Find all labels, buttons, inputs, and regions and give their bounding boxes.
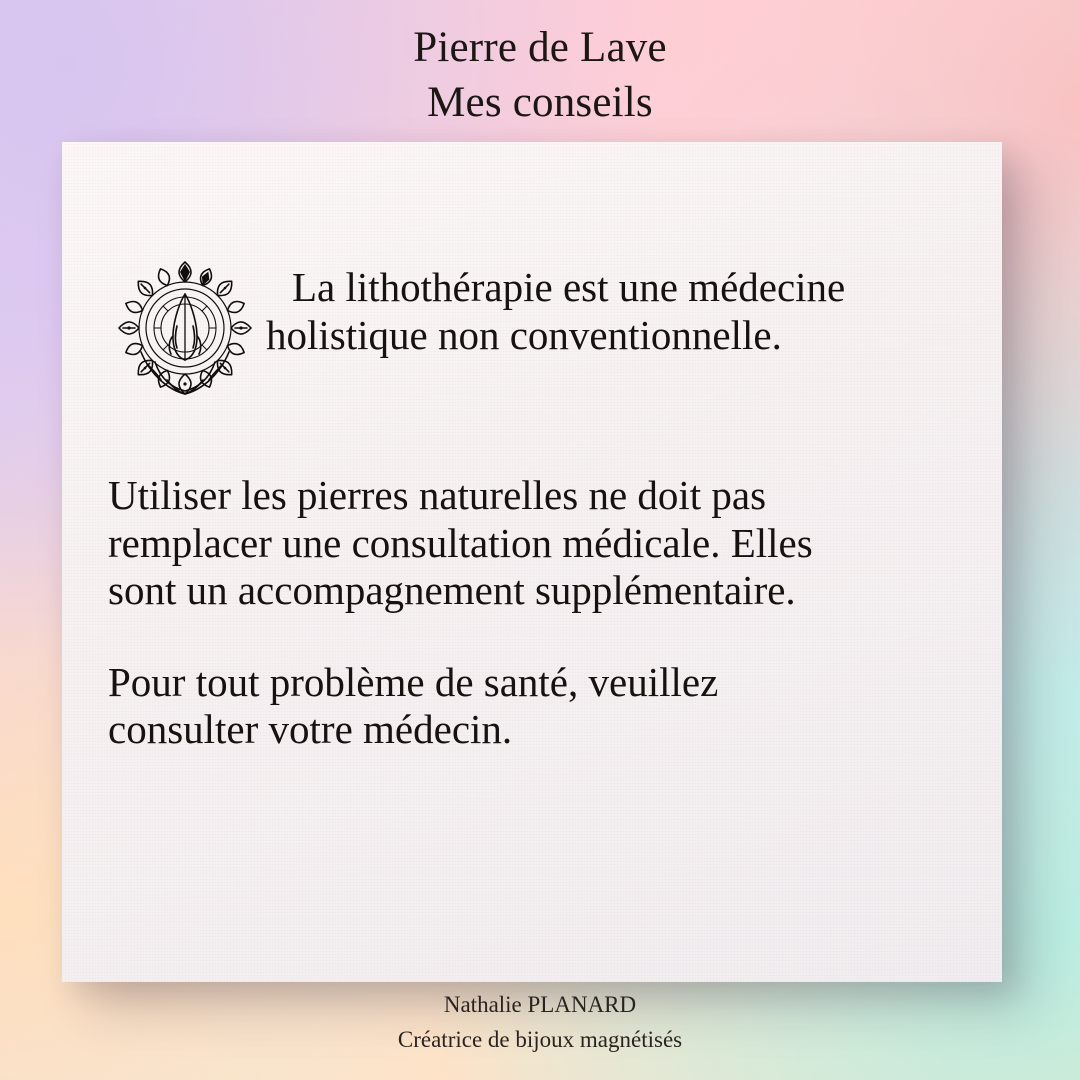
page-title-line-1: Pierre de Lave bbox=[413, 24, 667, 71]
intro-line-2: holistique non conventionnelle. bbox=[266, 311, 782, 358]
paragraph-1-line-2: remplacer une consultation médicale. Elles bbox=[108, 519, 813, 566]
advice-paragraph-2 bbox=[108, 659, 976, 754]
advice-card bbox=[62, 142, 1002, 982]
paragraph-2-line-1: Pour tout problème de santé, veuillez bbox=[108, 658, 719, 705]
intro-block bbox=[110, 254, 970, 406]
mandala-praying-hands-icon bbox=[110, 256, 260, 406]
author-name: Nathalie PLANARD bbox=[443, 992, 637, 1017]
page-title-line-2: Mes conseils bbox=[427, 79, 653, 127]
footer-signature bbox=[0, 988, 1080, 1057]
author-role: Créatrice de bijoux magnétisés bbox=[397, 1026, 683, 1052]
paragraph-1-line-1: Utiliser les pierres naturelles ne doit pas bbox=[108, 472, 767, 518]
paragraph-1-line-3: sont un accompagnement supplémentaire. bbox=[108, 567, 796, 614]
page-title bbox=[0, 20, 1080, 130]
advice-body bbox=[108, 472, 976, 754]
intro-paragraph bbox=[260, 254, 970, 359]
intro-line-1: La lithothérapie est une médecine bbox=[292, 264, 846, 310]
paragraph-2-line-2: consulter votre médecin. bbox=[108, 706, 513, 753]
advice-paragraph-1 bbox=[108, 472, 976, 615]
